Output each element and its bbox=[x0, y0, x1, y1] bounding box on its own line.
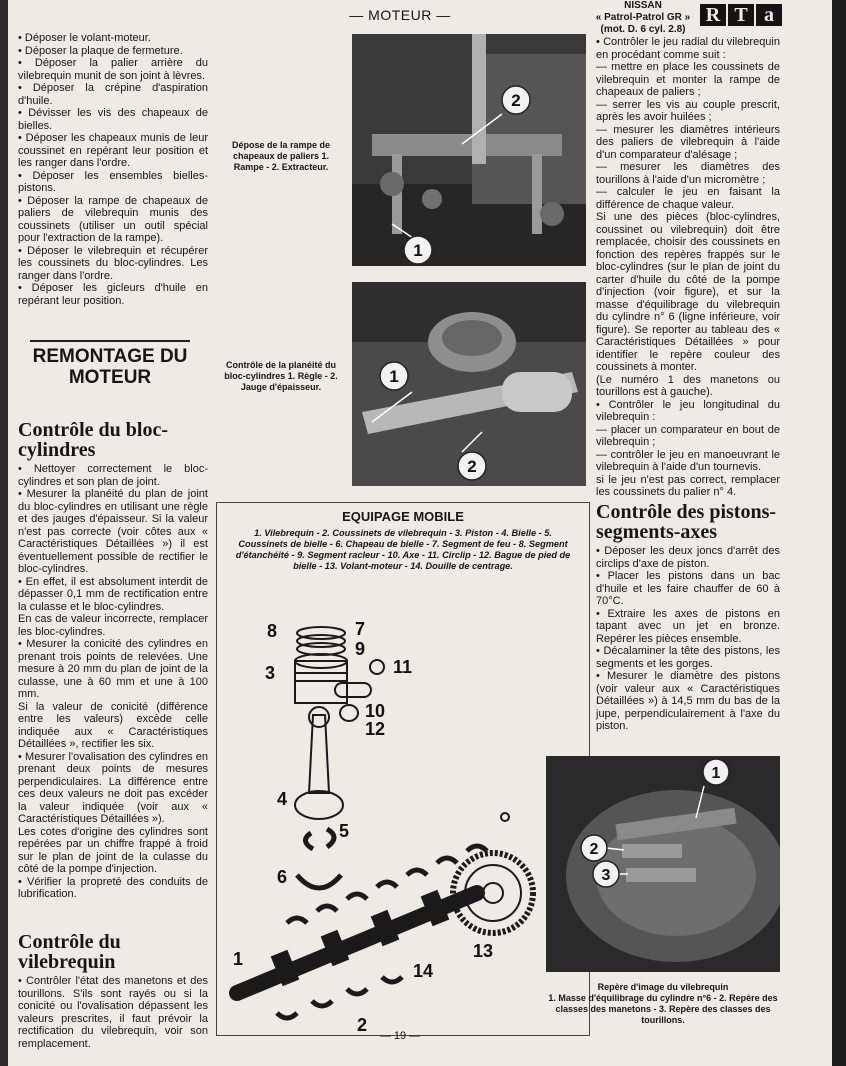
callout-3: 3 bbox=[601, 867, 611, 884]
bloc-title: Contrôle du bloc-cylindres bbox=[18, 419, 168, 461]
photo2-caption: Contrôle de la planéité du bloc-cylindres 1. Règle - 2. Jauge d'épaisseur. bbox=[224, 360, 338, 392]
paragraph: • Contrôler le jeu longitudinal du vilebrequin : bbox=[596, 399, 780, 424]
callout-1: 1 bbox=[711, 765, 721, 782]
vehicle-engine: (mot. D. 6 cyl. 2.8) bbox=[600, 24, 686, 35]
dash-item: — serrer les vis au couple prescrit, après les avoir huilées ; bbox=[596, 98, 780, 123]
logo-letter: T bbox=[728, 4, 754, 26]
page-right-edge bbox=[832, 0, 846, 1066]
photo-rampe-extraction bbox=[352, 34, 586, 266]
dash-text: mesurer les diamètres intérieurs des paliers de vilebrequin à l'aide d'un comparateur d'alésage ; bbox=[596, 123, 780, 161]
callout-1: 1 bbox=[413, 241, 423, 260]
right-column bbox=[596, 36, 780, 499]
callout-2: 2 bbox=[589, 841, 599, 858]
dash-text: mesurer les diamètres des tourillons à l'aide d'un micromètre ; bbox=[596, 161, 780, 186]
dash-item: — mettre en place les coussinets de vilebrequin et monter la rampe de chapeaux de paliers ; bbox=[596, 61, 780, 98]
section-header: — MOTEUR — bbox=[349, 7, 451, 23]
paragraph: • Décalaminer la tête des pistons, les segments et les gorges. bbox=[596, 645, 780, 670]
equipage-mobile-figure bbox=[216, 502, 590, 1036]
callout-3: 3 bbox=[265, 663, 276, 683]
dash-text: contrôler le jeu en manoeuvrant le vilebrequin à l'aide d'un tournevis. bbox=[596, 448, 781, 473]
logo-letter: R bbox=[700, 4, 726, 26]
paragraph: • Extraire les axes de pistons en tapant avec un jet en bronze. Repérer les pièces ensemble. bbox=[596, 608, 780, 646]
disassembly-steps bbox=[18, 32, 208, 307]
paragraph: (Le numéro 1 des manetons ou tourillons est à gauche). bbox=[596, 373, 780, 398]
paragraph: • Mesurer la planéité du plan de joint du bloc-cylindres en utilisant une règle et des jauges d'épaisseur. Si la valeur n'est pas correcte (voir côtes aux « Caractéristiques Détaillées ») il est éventuellement possible de rectifier le bloc-cylindres. bbox=[18, 488, 208, 576]
step: • Déposer les gicleurs d'huile en repérant leur position. bbox=[18, 282, 208, 307]
page-binding-edge bbox=[0, 0, 8, 1066]
dash-item: — mesurer les diamètres intérieurs des paliers de vilebrequin à l'aide d'un comparateur d'alésage ; bbox=[596, 123, 780, 161]
paragraph: • Vérifier la propreté des conduits de lubrification. bbox=[18, 876, 208, 901]
callout-12: 12 bbox=[365, 719, 386, 739]
photo-planeite bbox=[352, 282, 586, 486]
callout-10: 10 bbox=[365, 701, 386, 721]
paragraph: • Nettoyer correctement le bloc-cylindres et son plan de joint. bbox=[18, 463, 208, 488]
callout-6: 6 bbox=[277, 867, 288, 887]
callout-2: 2 bbox=[511, 91, 521, 110]
dash-item: — placer un comparateur en bout de vilebrequin ; bbox=[596, 423, 781, 448]
step: • Déposer le vilebrequin et récupérer les coussinets du bloc-cylindres. Les ranger dans l'ordre. bbox=[18, 245, 208, 283]
step: • Déposer la palier arrière du vilebrequin munit de son joint à lèvres. bbox=[18, 57, 208, 82]
callout-5: 5 bbox=[339, 821, 350, 841]
callout-9: 9 bbox=[355, 639, 366, 659]
rta-logo bbox=[700, 4, 782, 26]
vilebrequin-section bbox=[18, 932, 208, 1050]
vilebrequin-title: Contrôle du vilebrequin bbox=[18, 931, 121, 973]
paragraph: • Déposer les deux joncs d'arrêt des circlips d'axe de piston. bbox=[596, 545, 780, 570]
photo-repere-vilebrequin bbox=[546, 756, 780, 972]
paragraph: • Mesurer la conicité des cylindres en prenant trois points de relevées. Une mesure à 20 mm du plan de joint de la culasse, une à 60 mm et une à 100 mm. bbox=[18, 638, 208, 701]
page-number: — 19 — bbox=[379, 1030, 421, 1042]
step: • Dévisser les vis des chapeaux de bielles. bbox=[18, 107, 208, 132]
step: • Déposer la plaque de fermeture. bbox=[18, 45, 208, 58]
photo1-caption: Dépose de la rampe de chapeaux de paliers 1. Rampe - 2. Extracteur. bbox=[231, 140, 331, 172]
paragraph: Si une des pièces (bloc-cylindres, coussinet ou vilebrequin) doit être remplacée, choisir des coussinets en fonction des repères frappés sur le bloc-cylindres (sur le plan de joint du carter d'huile du côté de la pompe d'injection (voir figure), et sur la masse d'équilibrage du vilebrequin du cylindre n° 6 (ligne inférieure, voir figure). Se reporter au tableau des « Caractéristiques Détaillées » pour identifier le repère couleur des coussinets à monter. bbox=[596, 211, 780, 373]
paragraph: • Placer les pistons dans un bac d'huile et les faire chauffer de 60 à 70°C. bbox=[596, 570, 780, 608]
dash-item: — contrôler le jeu en manoeuvrant le vilebrequin à l'aide d'un tournevis. bbox=[596, 448, 781, 473]
paragraph: • Mesurer l'ovalisation des cylindres en prenant deux points de mesures perpendiculaires. La différence entre ces deux valeurs ne doit pas excéder la valeur indiquée (voir aux « Caractéristiques Détaillées »). bbox=[18, 751, 208, 826]
paragraph: Si la valeur de conicité (différence entre les valeurs) excède celle indiquée aux « Caractéristiques Détaillées », rectifier les six. bbox=[18, 700, 208, 750]
dash-item: — mesurer les diamètres des tourillons à l'aide d'un micromètre ; bbox=[596, 161, 780, 186]
dash-text: calculer le jeu en faisant la différence de chaque valeur. bbox=[596, 186, 780, 211]
step: • Déposer la crépine d'aspiration d'huile. bbox=[18, 82, 208, 107]
equipage-title: EQUIPAGE MOBILE bbox=[342, 509, 464, 524]
photo3-caption-title: Repère d'image du vilebrequin bbox=[597, 982, 729, 992]
paragraph: • Mesurer le diamètre des pistons (voir valeur aux « Caractéristiques Détaillées ») à 14,5 mm du bas de la jupe, perpendiculairement à l'axe du piston. bbox=[596, 670, 780, 733]
logo-letter: a bbox=[756, 4, 782, 26]
paragraph: Les cotes d'origine des cylindres sont repérées par un chiffre frappé à froid sur le plan de joint de la culasse du côté de la pompe d'injection. bbox=[18, 825, 208, 875]
remontage-title: REMONTAGE DU MOTEUR bbox=[30, 340, 190, 388]
exploded-view bbox=[217, 593, 589, 1033]
paragraph: • Contrôler l'état des manetons et des tourillons. S'ils sont rayés ou si la conicité ou l'ovalisation dépassent les valeurs prescrites, il faut prévoir la rectification du vilebrequin, voir son remplacement. bbox=[18, 975, 208, 1050]
dash-text: mettre en place les coussinets de vilebrequin et monter la rampe de chapeaux de paliers ; bbox=[596, 61, 780, 98]
dash-text: placer un comparateur en bout de vilebrequin ; bbox=[596, 423, 781, 448]
callout-8: 8 bbox=[267, 621, 278, 641]
dash-item: — calculer le jeu en faisant la différence de chaque valeur. bbox=[596, 186, 780, 211]
equipage-legend: 1. Vilebrequin - 2. Coussinets de vilebrequin - 3. Piston - 4. Bielle - 5. Coussinets de bielle - 6. Chapeau de bielle - 7. Segment de feu - 8. Segment d'étanchéité - 9. Segment racleur - 10. Axe - 11. Circlip - 12. Bague de pied de bielle - 13. Volant-moteur - 14. Douille de centrage. bbox=[235, 528, 571, 571]
step: • Déposer la rampe de chapeaux de paliers de vilebrequin munis des coussinets (utiliser un outil spécial pour l'extraction de la rampe). bbox=[18, 195, 208, 245]
step: • Déposer les ensembles bielles-pistons. bbox=[18, 170, 208, 195]
dash-text: serrer les vis au couple prescrit, après les avoir huilées ; bbox=[596, 98, 780, 123]
vehicle-model: « Patrol-Patrol GR » bbox=[595, 12, 691, 23]
callout-1: 1 bbox=[233, 949, 244, 969]
vehicle-brand: NISSAN bbox=[624, 0, 662, 11]
callout-2: 2 bbox=[467, 457, 477, 476]
callout-4: 4 bbox=[277, 789, 288, 809]
callout-14: 14 bbox=[413, 961, 434, 981]
pistons-title: Contrôle des pistons-segments-axes bbox=[596, 501, 777, 543]
bloc-section bbox=[18, 420, 208, 901]
callout-7: 7 bbox=[355, 619, 366, 639]
vehicle-label bbox=[592, 0, 694, 36]
callout-13: 13 bbox=[473, 941, 494, 961]
photo3-caption-text: 1. Masse d'équilibrage du cylindre n°6 - 2. Repère des classes des manetons - 3. Repère des classes des tourillons. bbox=[548, 993, 778, 1025]
paragraph: • En effet, il est absolument interdit de dépasser 0,1 mm de rectification entre la culasse et le bloc-cylindres. bbox=[18, 576, 208, 614]
paragraph: si le jeu n'est pas correct, remplacer les coussinets du palier n° 4. bbox=[596, 473, 780, 498]
paragraph: • Contrôler le jeu radial du vilebrequin en procédant comme suit : bbox=[596, 36, 780, 61]
photo3-caption bbox=[546, 982, 780, 1026]
callout-1: 1 bbox=[389, 367, 399, 386]
callout-2: 2 bbox=[357, 1015, 368, 1033]
callout-11: 11 bbox=[393, 657, 413, 677]
step: • Déposer le volant-moteur. bbox=[18, 32, 208, 45]
pistons-section bbox=[596, 502, 780, 733]
paragraph: En cas de valeur incorrecte, remplacer les bloc-cylindres. bbox=[18, 613, 208, 638]
step: • Déposer les chapeaux munis de leur coussinet en repérant leur position et les ranger dans l'ordre. bbox=[18, 132, 208, 170]
